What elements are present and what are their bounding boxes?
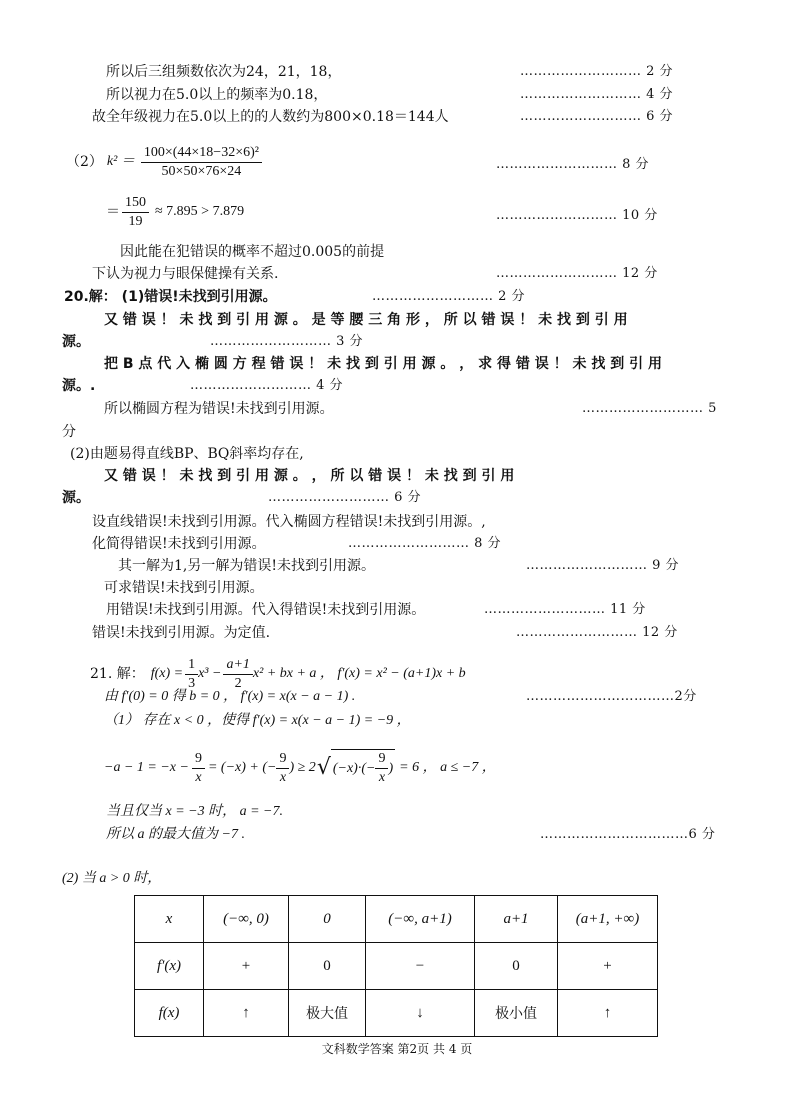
fraction-numerator: 100×(44×18−32×6)² xyxy=(141,144,262,163)
expr-result: = 6 ， a ≤ −7 ， xyxy=(399,760,496,775)
fraction-numerator: 1 xyxy=(185,656,198,675)
k-squared-symbol: k² ＝ xyxy=(106,154,135,169)
q21-part1: （1） 存在 x < 0 ，使得 f′(x) = x(x − a − 1) = −9 ， xyxy=(104,713,411,728)
q20-part2: (2)由题易得直线BP、BQ斜率均存在, xyxy=(70,446,304,462)
q21-max-value: 所以 a 的最大值为 −7 . xyxy=(106,827,245,842)
points-12: ……………………… 12 分 xyxy=(516,625,678,640)
points-10: ……………………… 10 分 xyxy=(496,208,658,223)
table-cell: a+1 xyxy=(475,896,558,943)
derivative-expression: x² + bx + a ， f′(x) = x² − (a+1)x + b xyxy=(252,666,466,681)
page-footer: 文科数学答案 第2页 共 4 页 xyxy=(321,1042,473,1056)
table-cell: ↑ xyxy=(558,990,658,1037)
table-row xyxy=(135,943,658,990)
q20-line-simplify: 化简得错误!未找到引用源。 xyxy=(92,536,266,552)
table-cell: − xyxy=(366,943,475,990)
q20-line-ellipse: 所以椭圆方程为错误!未找到引用源。 xyxy=(104,401,334,417)
table-cell: ↓ xyxy=(366,990,475,1037)
points-2: ……………………………2分 xyxy=(526,689,697,704)
table-cell: ↑ xyxy=(204,990,289,1037)
fraction xyxy=(375,750,388,787)
q21-label: 21. 解： xyxy=(90,666,145,682)
table-cell: (−∞, 0) xyxy=(204,896,289,943)
fraction-denominator: 3 xyxy=(188,675,196,691)
fraction-denominator: x xyxy=(195,769,202,785)
table-cell: 0 xyxy=(475,943,558,990)
table-row xyxy=(135,896,658,943)
q20-line-solve: 可求错误!未找到引用源。 xyxy=(104,580,264,596)
table-cell: 极小值 xyxy=(475,990,558,1037)
function-name: f(x) = xyxy=(150,666,184,681)
fraction-numerator: 9 xyxy=(375,750,388,769)
points-12: ……………………… 12 分 xyxy=(496,266,658,281)
q21-derivative-zero: 由 f′(0) = 0 得 b = 0 ， f′(x) = x(x − a − 1) . xyxy=(104,689,356,704)
line-conclusion-2: 下认为视力与眼保健操有关系. xyxy=(92,266,279,282)
fraction-denominator: 2 xyxy=(234,675,242,691)
cubic-term: x³ − xyxy=(198,666,222,681)
points-unit: 分 xyxy=(62,424,76,440)
line-freq-groups: 所以后三组频数依次为24，21，18， xyxy=(106,64,342,80)
points-8: ……………………… 8 分 xyxy=(496,157,650,172)
fraction-denominator: x xyxy=(378,770,386,785)
q20-line-set-line: 设直线错误!未找到引用源。代入椭圆方程错误!未找到引用源。, xyxy=(92,514,486,530)
value-fraction xyxy=(122,194,149,231)
k-squared-fraction xyxy=(141,144,262,181)
table-cell: 0 xyxy=(289,896,366,943)
q20-line-source-3: 源。 xyxy=(62,490,90,506)
table-row xyxy=(135,990,658,1037)
line-k-value xyxy=(106,190,244,234)
q20-line-source-2: 源。. xyxy=(62,378,96,394)
points-4: ……………………… 4 分 xyxy=(520,87,674,102)
points-2: ……………………… 2 分 xyxy=(372,289,526,304)
table-cell: + xyxy=(204,943,289,990)
fraction xyxy=(192,750,205,787)
points-6: ……………………… 6 分 xyxy=(268,490,422,505)
fraction-denominator: 19 xyxy=(128,213,143,229)
line-frequency: 所以视力在5.0以上的频率为0.18， xyxy=(106,87,328,103)
sqrt-icon: √ xyxy=(316,755,331,780)
points-4: ……………………… 4 分 xyxy=(190,378,344,393)
points-6: ……………………………6 分 xyxy=(540,827,716,842)
table-cell: + xyxy=(558,943,658,990)
points-8: ……………………… 8 分 xyxy=(348,536,502,551)
points-3: ……………………… 3 分 xyxy=(210,334,364,349)
q20-line-replace: 用错误!未找到引用源。代入得错误!未找到引用源。 xyxy=(106,602,426,618)
table-cell: (a+1, +∞) xyxy=(558,896,658,943)
expr-ge: ) ≥ 2 xyxy=(289,760,316,775)
table-cell: f(x) xyxy=(135,990,204,1037)
table-cell: 0 xyxy=(289,943,366,990)
coefficient-fraction xyxy=(185,656,198,693)
q20-line-source: 源。 xyxy=(62,334,90,350)
expr-mid: = (−x) + (− xyxy=(207,760,277,775)
line-count: 故全年级视力在5.0以上的的人数约为800×0.18＝144人 xyxy=(92,109,449,125)
fraction-numerator: 150 xyxy=(122,194,149,213)
q20-line-constant: 错误!未找到引用源。为定值. xyxy=(92,625,271,641)
points-2: ……………………… 2 分 xyxy=(520,64,674,79)
fraction xyxy=(276,750,289,787)
q21-inequality xyxy=(104,745,496,791)
q20-line-slope: 又 错 误 ！ 未 找 到 引 用 源 。 ， 所 以 错 误 ！ 未 找 到 引 用 xyxy=(104,468,515,484)
expr-left: −a − 1 = −x − xyxy=(104,760,189,775)
q21-equality-case: 当且仅当 x = −3 时， a = −7. xyxy=(106,804,284,819)
fraction-numerator: 9 xyxy=(276,750,289,769)
q20-line-solution: 其一解为1,另一解为错误!未找到引用源。 xyxy=(118,558,375,574)
q20-line-isosceles: 又 错 误 ！ 未 找 到 引 用 源 。 是 等 腰 三 角 形 ， 所 以 错 误 ！ 未 找 到 引 用 xyxy=(104,312,628,328)
sqrt-radicand xyxy=(331,749,395,787)
points-5: ……………………… 5 xyxy=(582,401,717,416)
q20-heading: 20.解： (1)错误!未找到引用源。 xyxy=(64,289,277,305)
q21-part2: (2) 当 a > 0 时， xyxy=(62,871,162,886)
table-cell: f′(x) xyxy=(135,943,204,990)
radicand-left: (−x)·(− xyxy=(332,760,376,776)
table-cell: (−∞, a+1) xyxy=(366,896,475,943)
monotonicity-table xyxy=(134,895,658,1037)
table-cell: 极大值 xyxy=(289,990,366,1037)
comparison: ≈ 7.895 > 7.879 xyxy=(155,204,245,219)
line-k-squared xyxy=(66,140,262,184)
fraction-denominator: x xyxy=(279,769,287,785)
points-9: ……………………… 9 分 xyxy=(526,558,680,573)
table-cell: x xyxy=(135,896,204,943)
points-6: ……………………… 6 分 xyxy=(520,109,674,124)
fraction-denominator: 50×50×76×24 xyxy=(161,163,242,179)
fraction-numerator: a+1 xyxy=(223,656,252,675)
radicand-right: ) xyxy=(388,760,394,776)
q20-line-substitute: 把 B 点 代 入 椭 圆 方 程 错 误 ！ 未 找 到 引 用 源 。 ， 求 得 错 误 ！ 未 找 到 引 用 xyxy=(104,356,663,372)
line-conclusion-1: 因此能在犯错误的概率不超过0.005的前提 xyxy=(120,244,385,260)
equals-sign: ＝ xyxy=(106,204,120,220)
fraction-numerator: 9 xyxy=(192,750,205,769)
points-11: ……………………… 11 分 xyxy=(484,602,646,617)
part-label: （2） xyxy=(66,154,103,170)
coefficient-fraction xyxy=(223,656,252,693)
